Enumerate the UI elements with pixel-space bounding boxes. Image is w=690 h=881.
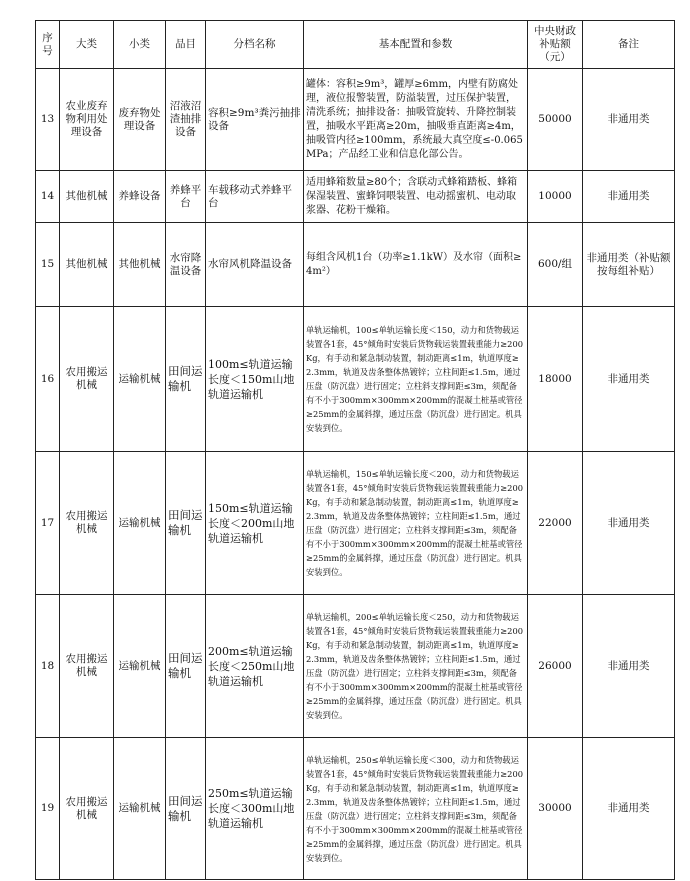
row-item: 水帘降温设备 <box>166 223 206 307</box>
row-note: 非通用类 <box>583 738 675 880</box>
row-subsidy: 30000 <box>528 738 583 880</box>
header-category: 大类 <box>60 21 114 69</box>
header-row <box>36 21 675 69</box>
row-note: 非通用类 <box>583 69 675 171</box>
row-config: 单轨运输机，200≤单轨运输长度＜250，动力和货物载运装置各1套，45°倾角时安装后货物载运装置载重能力≥200Kg，有手动和紧急制动装置，制动距离≤1m，轨道厚度≥2.3mm，轨道及齿条整体热镀锌；立柱间距≤1.5m，通过压盘（防沉盘）进行固定；立柱斜支撑间距≤3m，须配备有不小于300mm×300mm×200mm的混凝土桩基或管径≥25mm的金属斜撑，通过压盘（防沉盘）进行固定。机具安装到位。 <box>304 595 528 738</box>
row-class-name: 250m≤轨道运输长度＜300m山地轨道运输机 <box>206 738 304 880</box>
row-class-name: 100m≤轨道运输长度＜150m山地轨道运输机 <box>206 307 304 452</box>
row-config: 单轨运输机，250≤单轨运输长度＜300，动力和货物载运装置各1套，45°倾角时安装后货物载运装置载重能力≥200Kg，有手动和紧急制动装置，制动距离≤1m，轨道厚度≥2.3mm，轨道及齿条整体热镀锌；立柱间距≤1.5m，通过压盘（防沉盘）进行固定；立柱斜支撑间距≤3m，须配备有不小于300mm×300mm×200mm的混凝土桩基或管径≥25mm的金属斜撑，通过压盘（防沉盘）进行固定。机具安装到位。 <box>304 738 528 880</box>
row-no: 17 <box>36 452 60 595</box>
row-config: 适用蜂箱数量≥80个；含联动式蜂箱踏板、蜂箱保湿装置、蜜蜂饲喂装置、电动摇蜜机、电动取浆器、花粉干燥箱。 <box>304 171 528 223</box>
row-no: 16 <box>36 307 60 452</box>
header-item: 品目 <box>166 21 206 69</box>
row-category: 农用搬运机械 <box>60 452 114 595</box>
row-no: 14 <box>36 171 60 223</box>
row-item: 养蜂平台 <box>166 171 206 223</box>
row-no: 19 <box>36 738 60 880</box>
row-config: 单轨运输机，150≤单轨运输长度＜200，动力和货物载运装置各1套，45°倾角时安装后货物载运装置载重能力≥200Kg，有手动和紧急制动装置，制动距离≤1m，轨道厚度≥2.3mm，轨道及齿条整体热镀锌；立柱间距≤1.5m，通过压盘（防沉盘）进行固定；立柱斜支撑间距≤3m，须配备有不小于300mm×300mm×200mm的混凝土桩基或管径≥25mm的金属斜撑，通过压盘（防沉盘）进行固定。机具安装到位。 <box>304 452 528 595</box>
row-no: 13 <box>36 69 60 171</box>
row-class-name: 容积≥9m³粪污抽排设备 <box>206 69 304 171</box>
table-row <box>36 69 675 171</box>
row-category: 农用搬运机械 <box>60 595 114 738</box>
table-row <box>36 738 675 880</box>
row-note: 非通用类 <box>583 171 675 223</box>
row-item: 沼液沼渣抽排设备 <box>166 69 206 171</box>
table-row <box>36 171 675 223</box>
row-subcategory: 运输机械 <box>114 452 166 595</box>
row-note: 非通用类 <box>583 595 675 738</box>
row-subcategory: 运输机械 <box>114 307 166 452</box>
row-class-name: 200m≤轨道运输长度＜250m山地轨道运输机 <box>206 595 304 738</box>
row-category: 农用搬运机械 <box>60 307 114 452</box>
header-subsidy: 中央财政补贴额（元） <box>528 21 583 69</box>
row-subcategory: 废弃物处理设备 <box>114 69 166 171</box>
row-no: 18 <box>36 595 60 738</box>
row-class-name: 水帘风机降温设备 <box>206 223 304 307</box>
row-subcategory: 运输机械 <box>114 738 166 880</box>
header-config: 基本配置和参数 <box>304 21 528 69</box>
row-class-name: 车载移动式养蜂平台 <box>206 171 304 223</box>
row-category: 农业废弃物利用处理设备 <box>60 69 114 171</box>
header-note: 备注 <box>583 21 675 69</box>
row-category: 其他机械 <box>60 223 114 307</box>
row-item: 田间运输机 <box>166 738 206 880</box>
row-subcategory: 养蜂设备 <box>114 171 166 223</box>
header-no: 序号 <box>36 21 60 69</box>
row-subsidy: 22000 <box>528 452 583 595</box>
header-class-name: 分档名称 <box>206 21 304 69</box>
row-item: 田间运输机 <box>166 307 206 452</box>
row-no: 15 <box>36 223 60 307</box>
row-subsidy: 50000 <box>528 69 583 171</box>
header-subcategory: 小类 <box>114 21 166 69</box>
row-config: 罐体：容积≥9m³，罐厚≥6mm，内壁有防腐处理，液位报警装置，防溢装置，过压保护装置，清洗系统；抽排设备：抽吸管旋转、升降控制装置，抽吸水平距离≥20m，抽吸垂直距离≥4m，抽吸管内径≥100mm，系统最大真空度≤-0.065MPa；产品经工业和信息化部公告。 <box>304 69 528 171</box>
row-item: 田间运输机 <box>166 452 206 595</box>
row-config: 单轨运输机，100≤单轨运输长度＜150，动力和货物载运装置各1套，45°倾角时安装后货物载运装置载重能力≥200Kg，有手动和紧急制动装置，制动距离≤1m，轨道厚度≥2.3mm，轨道及齿条整体热镀锌；立柱间距≤1.5m，通过压盘（防沉盘）进行固定；立柱斜支撑间距≤3m，须配备有不小于300mm×300mm×200mm的混凝土桩基或管径≥25mm的金属斜撑，通过压盘（防沉盘）进行固定。机具安装到位。 <box>304 307 528 452</box>
row-subsidy: 18000 <box>528 307 583 452</box>
row-subsidy: 26000 <box>528 595 583 738</box>
row-subsidy: 10000 <box>528 171 583 223</box>
row-config: 每组含风机1台（功率≥1.1kW）及水帘（面积≥4m²） <box>304 223 528 307</box>
row-class-name: 150m≤轨道运输长度＜200m山地轨道运输机 <box>206 452 304 595</box>
table-row <box>36 223 675 307</box>
row-item: 田间运输机 <box>166 595 206 738</box>
row-note: 非通用类（补贴额按每组补贴） <box>583 223 675 307</box>
table-row <box>36 595 675 738</box>
row-note: 非通用类 <box>583 307 675 452</box>
row-category: 农用搬运机械 <box>60 738 114 880</box>
table-row <box>36 307 675 452</box>
table-row <box>36 452 675 595</box>
subsidy-table <box>35 20 675 880</box>
row-subcategory: 其他机械 <box>114 223 166 307</box>
row-note: 非通用类 <box>583 452 675 595</box>
row-subcategory: 运输机械 <box>114 595 166 738</box>
row-category: 其他机械 <box>60 171 114 223</box>
row-subsidy: 600/组 <box>528 223 583 307</box>
